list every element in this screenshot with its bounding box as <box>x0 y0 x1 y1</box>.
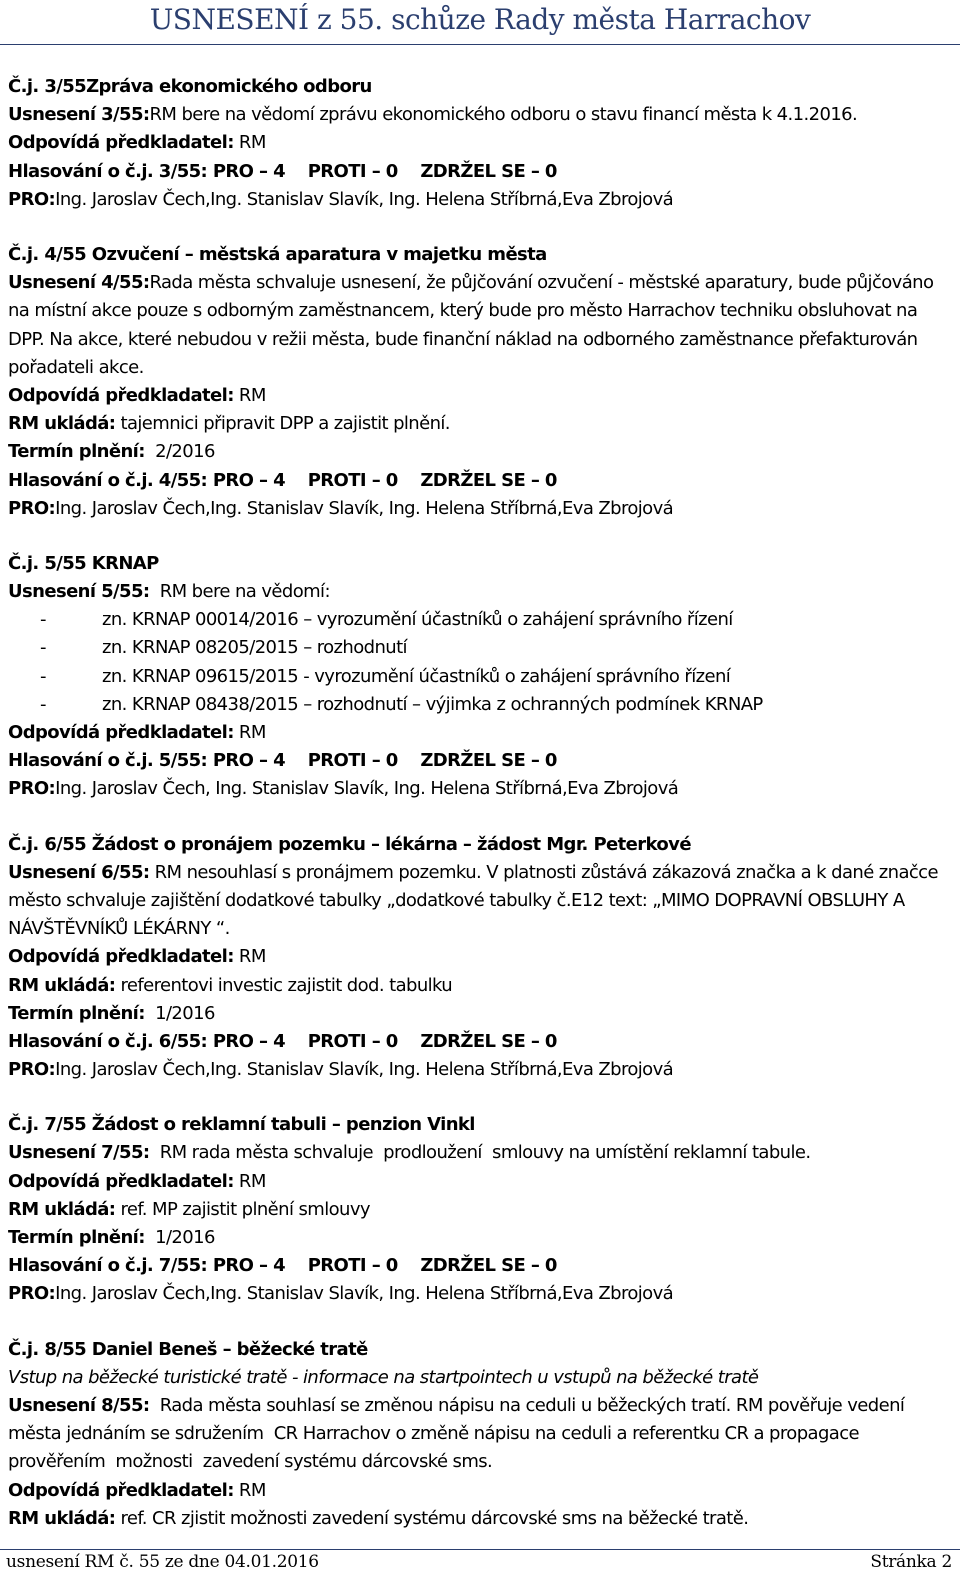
proposer-label: Odpovídá předkladatel: <box>8 132 234 154</box>
proposer-label: Odpovídá předkladatel: <box>8 946 234 968</box>
resolution-label: Usnesení 6/55: <box>8 861 150 883</box>
vote-result: Hlasování o č.j. 5/55: PRO – 4 PROTI – 0 ZDRŽEL SE – 0 <box>8 750 557 772</box>
list-item <box>8 606 953 634</box>
task-text: referentovi investic zajistit dod. tabulku <box>115 974 453 996</box>
proposer-value: RM <box>233 946 266 968</box>
task-label: RM ukládá: <box>8 1507 116 1529</box>
vote-result: Hlasování o č.j. 7/55: PRO – 4 PROTI – 0 ZDRŽEL SE – 0 <box>8 1255 557 1277</box>
proposer-value: RM <box>233 1170 266 1192</box>
bullet-dash: - <box>40 637 46 659</box>
proposer-label: Odpovídá předkladatel: <box>8 384 234 406</box>
vote-result: Hlasování o č.j. 3/55: PRO – 4 PROTI – 0 ZDRŽEL SE – 0 <box>8 160 557 182</box>
item-heading: Č.j. 6/55 Žádost o pronájem pozemku – lékárna – žádost Mgr. Peterkové <box>8 833 691 855</box>
resolution-text: RM bere na vědomí zprávu ekonomického odboru o stavu financí města k 4.1.2016. <box>149 104 858 126</box>
pro-label: PRO: <box>8 1059 56 1081</box>
item-heading: Č.j. 3/55Zpráva ekonomického odboru <box>8 76 372 97</box>
task-label: RM ukládá: <box>8 974 116 996</box>
vote-result: Hlasování o č.j. 6/55: PRO – 4 PROTI – 0 ZDRŽEL SE – 0 <box>8 1030 557 1052</box>
resolution-text: RM bere na vědomí: <box>149 581 330 603</box>
resolution-item-6-55 <box>8 831 953 1085</box>
footer-page-number: Stránka 2 <box>870 1552 952 1572</box>
page-header: USNESENÍ z 55. schůze Rady města Harrachov <box>0 0 960 45</box>
resolution-text: Rada města souhlasí se změnou nápisu na ceduli u běžeckých tratí. RM pověřuje vedení města jednáním se sdružením CR Harrachov o změně nápisu na ceduli a referentku CR a propagace prověřením možnosti zavedení systému dárcovské sms. <box>8 1394 910 1473</box>
pro-names: Ing. Jaroslav Čech,Ing. Stanislav Slavík, Ing. Helena Stříbrná,Eva Zbrojová <box>55 188 674 210</box>
item-heading: Č.j. 8/55 Daniel Beneš – běžecké tratě <box>8 1338 368 1360</box>
item-heading: Č.j. 7/55 Žádost o reklamní tabuli – penzion Vinkl <box>8 1114 475 1136</box>
list-item-text: zn. KRNAP 09615/2015 - vyrozumění účastníků o zahájení správního řízení <box>102 665 731 687</box>
bullet-dash: - <box>40 665 46 687</box>
proposer-label: Odpovídá předkladatel: <box>8 1170 234 1192</box>
bullet-dash: - <box>40 609 46 631</box>
pro-names: Ing. Jaroslav Čech, Ing. Stanislav Slavík, Ing. Helena Stříbrná,Eva Zbrojová <box>55 778 679 800</box>
proposer-label: Odpovídá předkladatel: <box>8 722 234 743</box>
pro-names: Ing. Jaroslav Čech,Ing. Stanislav Slavík, Ing. Helena Stříbrná,Eva Zbrojová <box>55 1283 674 1305</box>
item-heading: Č.j. 5/55 KRNAP <box>8 552 159 574</box>
task-label: RM ukládá: <box>8 1198 116 1220</box>
vote-result: Hlasování o č.j. 4/55: PRO – 4 PROTI – 0 ZDRŽEL SE – 0 <box>8 469 557 491</box>
task-label: RM ukládá: <box>8 413 116 435</box>
resolution-label: Usnesení 8/55: <box>8 1394 150 1416</box>
bullet-dash: - <box>40 693 46 715</box>
pro-label: PRO: <box>8 778 56 800</box>
resolution-item-7-55 <box>8 1111 953 1308</box>
pro-names: Ing. Jaroslav Čech,Ing. Stanislav Slavík, Ing. Helena Stříbrná,Eva Zbrojová <box>55 1059 674 1081</box>
deadline-label: Termín plnění: <box>8 1002 145 1024</box>
item-heading: Č.j. 4/55 Ozvučení – městská aparatura v majetku města <box>8 243 547 265</box>
list-item <box>8 634 953 662</box>
deadline-value: 1/2016 <box>144 1227 215 1249</box>
pro-label: PRO: <box>8 1283 56 1305</box>
resolution-text: RM nesouhlasí s pronájmem pozemku. V platnosti zůstává zákazová značka a k dané značce město schvaluje zajištění dodatkové tabulky „dodatkové tabulky č.E12 text: „MIMO DOPRAVNÍ OBSLUHY A NÁVŠTĚVNÍKŮ LÉKÁRNY “. <box>8 861 938 940</box>
deadline-value: 1/2016 <box>144 1002 215 1024</box>
resolution-label: Usnesení 3/55: <box>8 104 150 126</box>
resolution-item-3-55 <box>8 73 953 214</box>
proposer-value: RM <box>233 1479 266 1501</box>
list-item <box>8 663 953 691</box>
deadline-label: Termín plnění: <box>8 441 145 463</box>
resolution-label: Usnesení 4/55: <box>8 272 150 294</box>
deadline-value: 2/2016 <box>144 441 215 463</box>
list-item-text: zn. KRNAP 08438/2015 – rozhodnutí – výjimka z ochranných podmínek KRNAP <box>102 693 763 715</box>
proposer-value: RM <box>233 132 266 154</box>
resolution-label: Usnesení 5/55: <box>8 581 150 603</box>
task-text: tajemnici připravit DPP a zajistit plnění. <box>115 413 450 435</box>
proposer-value: RM <box>233 722 266 743</box>
pro-label: PRO: <box>8 188 56 210</box>
pro-names: Ing. Jaroslav Čech,Ing. Stanislav Slavík, Ing. Helena Stříbrná,Eva Zbrojová <box>55 497 674 519</box>
list-item <box>8 691 953 719</box>
footer-document-ref: usnesení RM č. 55 ze dne 04.01.2016 <box>6 1552 319 1572</box>
resolution-label: Usnesení 7/55: <box>8 1142 150 1164</box>
resolution-item-4-55 <box>8 241 953 523</box>
proposer-value: RM <box>233 384 266 406</box>
deadline-label: Termín plnění: <box>8 1227 145 1249</box>
pro-label: PRO: <box>8 497 56 519</box>
page-footer <box>0 1549 960 1589</box>
proposer-label: Odpovídá předkladatel: <box>8 1479 234 1501</box>
item-subtitle: Vstup na běžecké turistické tratě - informace na startpointech u vstupů na běžecké tratě <box>8 1366 759 1388</box>
task-text: ref. CR zjistit možnosti zavedení systému dárcovské sms na běžecké tratě. <box>115 1507 749 1529</box>
resolution-text: Rada města schvaluje usnesení, že půjčování ozvučení - městské aparatury, bude půjčováno na místní akce pouze s odborným zaměstnancem, který bude pro město Harrachov techniku obsluhovat na DPP. Na akce, které nebudou v režii města, bude finanční náklad na odborného zaměstnance přefakturován pořadateli akce. <box>8 272 934 378</box>
document-body <box>8 73 953 1533</box>
resolution-item-5-55 <box>8 550 953 804</box>
task-text: ref. MP zajistit plnění smlouvy <box>115 1198 370 1220</box>
list-item-text: zn. KRNAP 00014/2016 – vyrozumění účastníků o zahájení správního řízení <box>102 609 733 631</box>
list-item-text: zn. KRNAP 08205/2015 – rozhodnutí <box>102 637 407 659</box>
resolution-item-8-55 <box>8 1336 953 1533</box>
resolution-text: RM rada města schvaluje prodloužení smlouvy na umístění reklamní tabule. <box>149 1142 811 1164</box>
